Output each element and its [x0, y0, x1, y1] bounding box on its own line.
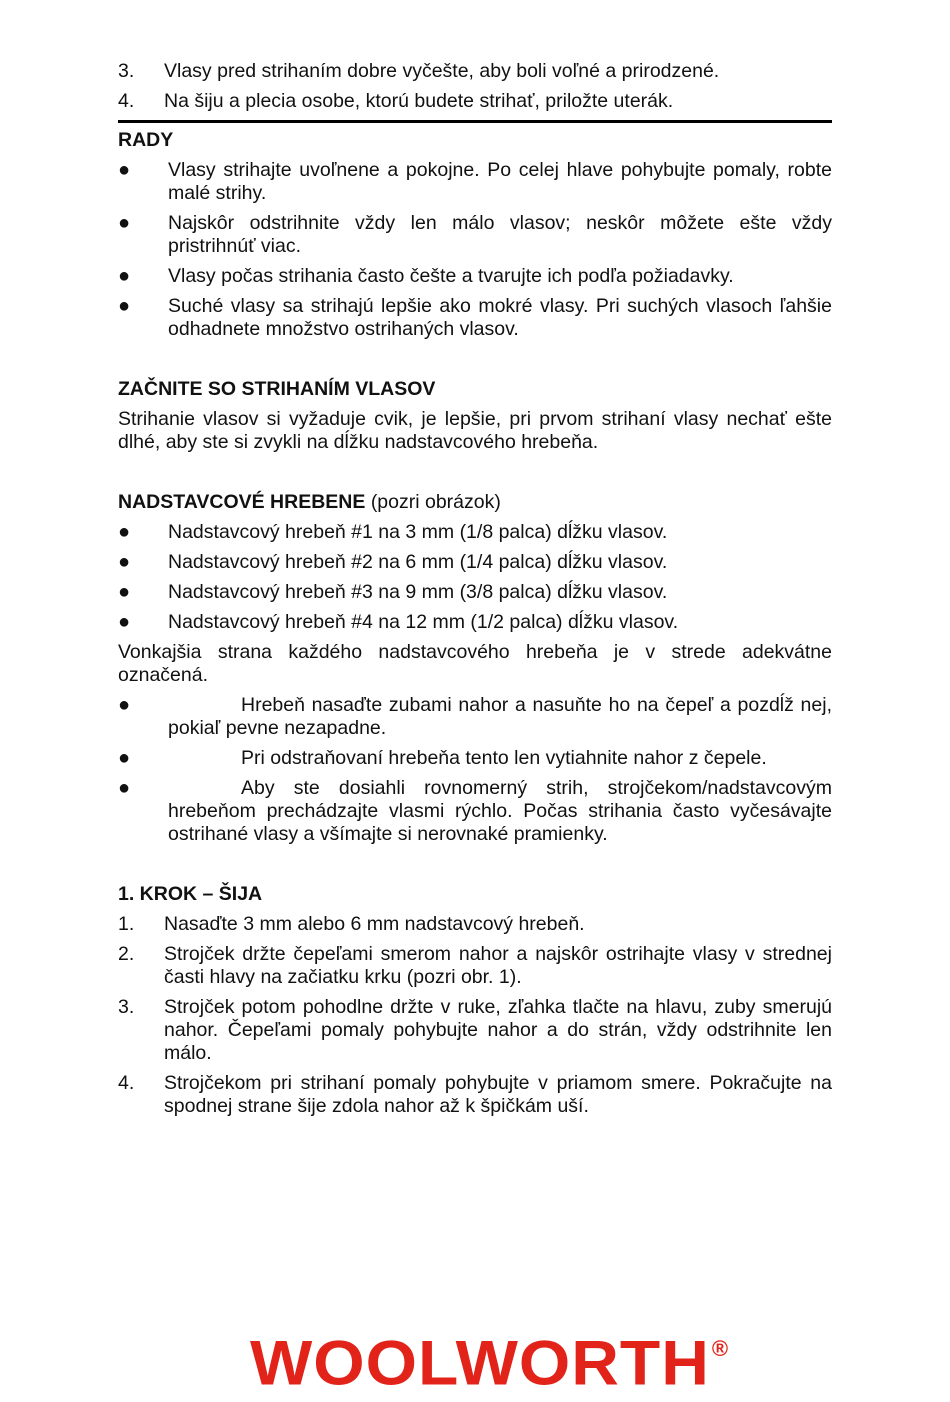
step-number: 4.	[118, 1072, 135, 1094]
list-item	[118, 265, 832, 288]
bullet-icon: ●	[118, 295, 131, 317]
rady-heading: RADY	[118, 129, 174, 151]
step-number: 2.	[118, 943, 135, 965]
step-number: 4.	[118, 90, 135, 112]
combs-heading-note: (pozri obrázok)	[370, 491, 501, 513]
step-text: Nasaďte 3 mm alebo 6 mm nadstavcový hrebeň.	[164, 913, 585, 935]
list-item	[118, 295, 832, 341]
start-heading: ZAČNITE SO STRIHANÍM VLASOV	[118, 378, 436, 400]
step-item	[118, 913, 832, 936]
bullet-icon: ●	[118, 581, 131, 603]
bullet-icon: ●	[118, 611, 131, 633]
list-item	[118, 581, 832, 604]
list-item-text: Hrebeň nasaďte zubami nahor a nasuňte ho na čepeľ a pozdĺž nej, pokiaľ pevne nezapadne.	[168, 694, 832, 739]
start-paragraph: Strihanie vlasov si vyžaduje cvik, je lepšie, pri prvom strihaní vlasy nechať ešte dlhé, aby ste si zvykli na dĺžku nadstavcového hrebeňa.	[118, 408, 832, 453]
list-item-text: Aby ste dosiahli rovnomerný strih, strojčekom/nadstavcovým hrebeňom prechádzajte vlasmi rýchlo. Počas strihania často vyčesávajte ostrihané vlasy a všímajte si nerovnaké pramienky.	[168, 777, 832, 845]
intro-step	[118, 60, 832, 83]
list-item-text: Vlasy počas strihania často češte a tvarujte ich podľa požiadavky.	[168, 265, 734, 287]
list-item-text: Pri odstraňovaní hrebeňa tento len vytiahnite nahor z čepele.	[241, 747, 767, 769]
bullet-icon: ●	[118, 265, 131, 287]
bullet-icon: ●	[118, 212, 131, 234]
list-item-text: Suché vlasy sa strihajú lepšie ako mokré vlasy. Pri suchých vlasoch ľahšie odhadnete množstvo ostrihaných vlasov.	[168, 295, 832, 340]
step1-heading: 1. KROK – ŠIJA	[118, 883, 263, 905]
logo-wordmark: WOOLWORTH	[250, 1327, 710, 1398]
list-item	[118, 159, 832, 205]
list-item-text: Nadstavcový hrebeň #2 na 6 mm (1/4 palca) dĺžku vlasov.	[168, 551, 668, 573]
bullet-icon: ●	[118, 521, 131, 543]
woolworth-logo	[250, 1327, 729, 1398]
bullet-icon: ●	[118, 747, 131, 769]
list-item	[118, 747, 832, 770]
list-item	[118, 777, 832, 846]
list-item-text: Nadstavcový hrebeň #4 na 12 mm (1/2 palca) dĺžku vlasov.	[168, 611, 679, 633]
list-item	[118, 212, 832, 258]
step-text: Strojček potom pohodlne držte v ruke, zľahka tlačte na hlavu, zuby smerujú nahor. Čepeľami pomaly pohybujte nahor a do strán, vždy odstrihnite len málo.	[164, 996, 832, 1064]
list-item-text: Vlasy strihajte uvoľnene a pokojne. Po celej hlave pohybujte pomaly, robte malé strihy.	[168, 159, 832, 204]
step-item	[118, 1072, 832, 1118]
registered-mark: ®	[711, 1336, 729, 1361]
combs-paragraph: Vonkajšia strana každého nadstavcového hrebeňa je v strede adekvátne označená.	[118, 641, 832, 686]
step-number: 3.	[118, 996, 135, 1018]
list-item-text: Nadstavcový hrebeň #3 na 9 mm (3/8 palca) dĺžku vlasov.	[168, 581, 668, 603]
list-item	[118, 611, 832, 634]
step-number: 1.	[118, 913, 135, 935]
step-number: 3.	[118, 60, 135, 82]
list-item	[118, 551, 832, 574]
manual-page	[118, 60, 832, 1125]
intro-step	[118, 90, 832, 113]
bullet-icon: ●	[118, 551, 131, 573]
combs-heading-title: NADSTAVCOVÉ HREBENE	[118, 491, 366, 513]
bullet-icon: ●	[118, 694, 131, 716]
step-item	[118, 996, 832, 1065]
list-item	[118, 694, 832, 740]
step-text: Strojček držte čepeľami smerom nahor a najskôr ostrihajte vlasy v strednej časti hlavy na začiatku krku (pozri obr. 1).	[164, 943, 832, 988]
list-item	[118, 521, 832, 544]
section-divider	[118, 120, 832, 123]
list-item-text: Nadstavcový hrebeň #1 na 3 mm (1/8 palca) dĺžku vlasov.	[168, 521, 668, 543]
step-text: Na šiju a plecia osobe, ktorú budete strihať, priložte uterák.	[164, 90, 674, 112]
combs-heading	[118, 491, 832, 514]
step-item	[118, 943, 832, 989]
bullet-icon: ●	[118, 777, 131, 799]
step-text: Vlasy pred strihaním dobre vyčešte, aby boli voľné a prirodzené.	[164, 60, 720, 82]
bullet-icon: ●	[118, 159, 131, 181]
step-text: Strojčekom pri strihaní pomaly pohybujte v priamom smere. Pokračujte na spodnej strane šije zdola nahor až k špičkám uší.	[164, 1072, 832, 1117]
list-item-text: Najskôr odstrihnite vždy len málo vlasov; neskôr môžete ešte vždy pristrihnúť viac.	[168, 212, 832, 257]
